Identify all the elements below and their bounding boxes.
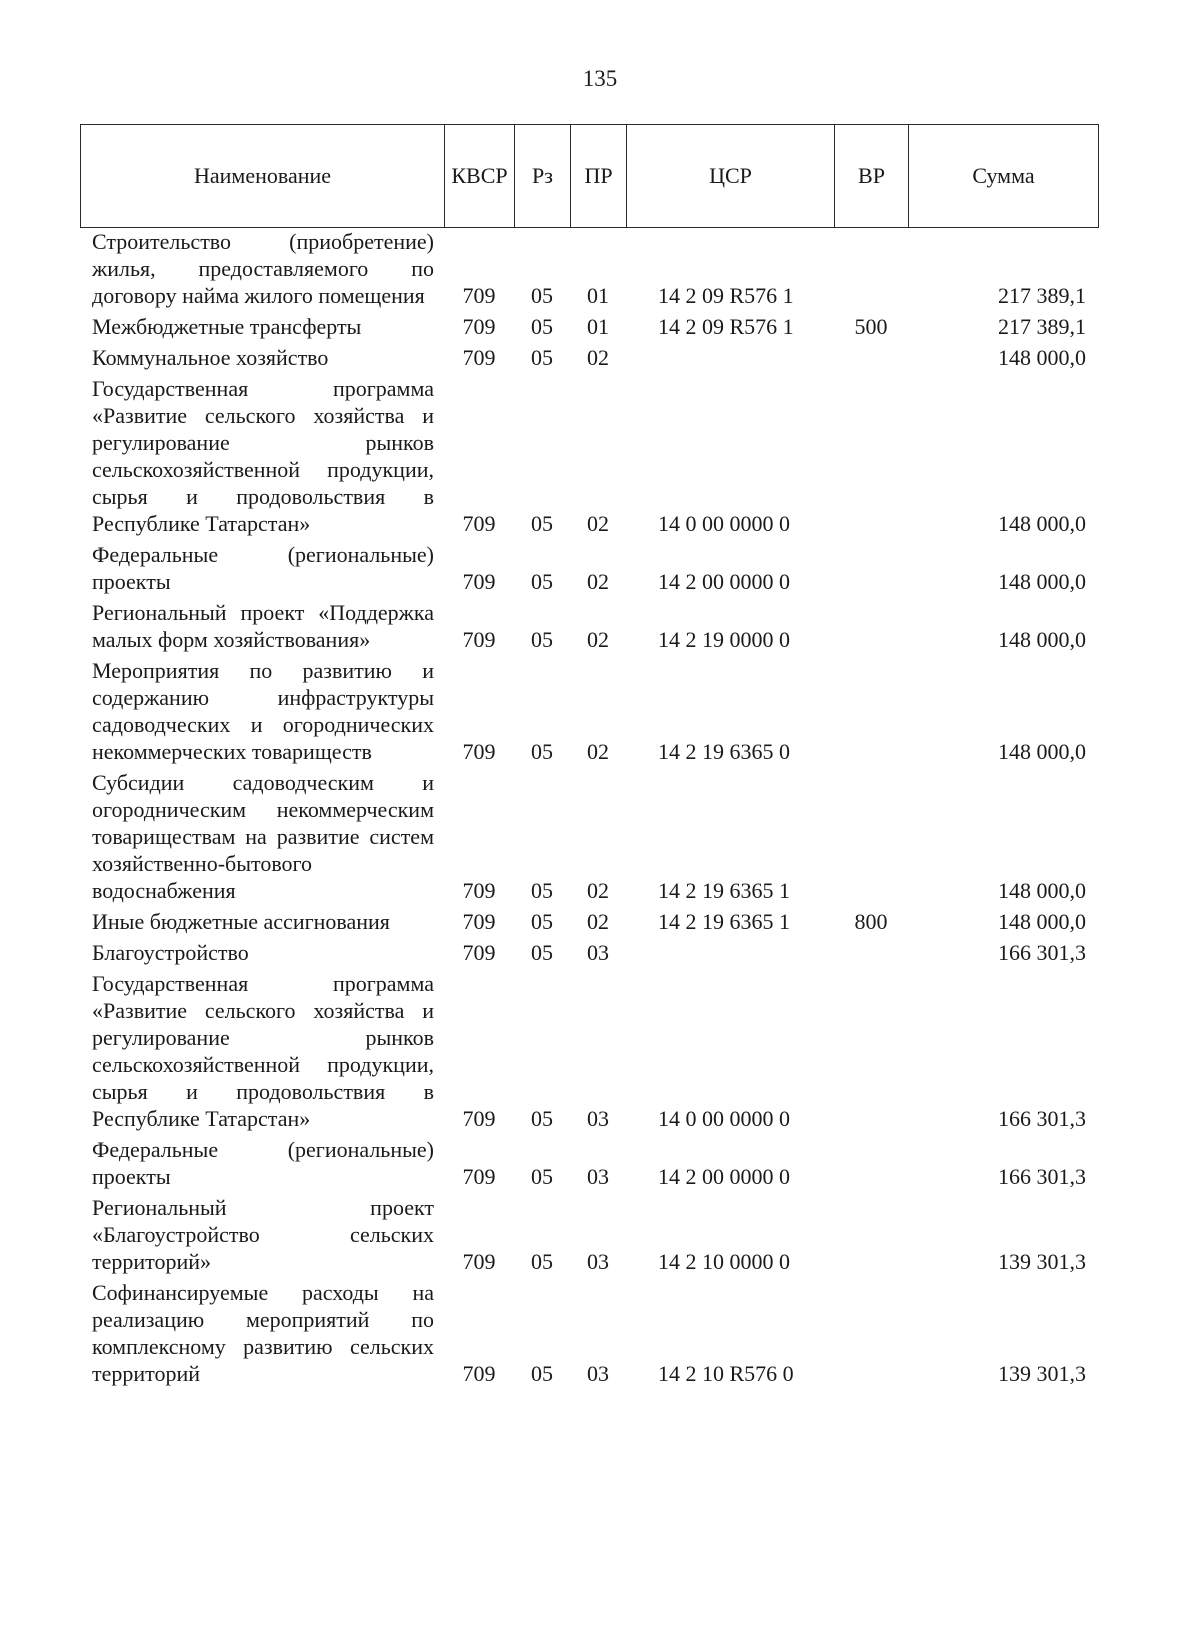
table-row (80, 655, 1098, 767)
table-body (80, 226, 1098, 1389)
row-pr: 03 (587, 1164, 609, 1189)
row-kvsr: 709 (462, 1106, 496, 1131)
row-name: Федеральные (региональные) проекты (92, 542, 434, 594)
row-kvsr: 709 (462, 569, 496, 594)
row-kvsr: 709 (462, 1361, 496, 1386)
row-sum: 148 000,0 (998, 511, 1086, 536)
row-vr (834, 767, 908, 906)
header-kvsr: КВСР (445, 125, 515, 228)
row-vr: 800 (854, 909, 888, 934)
header-vr: ВР (835, 125, 909, 228)
row-sum: 217 389,1 (998, 283, 1086, 308)
row-kvsr: 709 (462, 909, 496, 934)
row-name: Межбюджетные трансферты (92, 314, 362, 339)
row-vr (834, 1134, 908, 1192)
row-rz: 05 (531, 283, 553, 308)
row-csr: 14 2 19 6365 1 (658, 878, 790, 903)
row-rz: 05 (531, 345, 553, 370)
row-kvsr: 709 (462, 345, 496, 370)
row-name: Субсидии садоводческим и огородническим некоммерческим товариществам на развитие систем хозяйственно-бытового водоснабжения (92, 770, 434, 903)
row-vr (834, 342, 908, 373)
row-sum: 139 301,3 (998, 1361, 1086, 1386)
row-sum: 166 301,3 (998, 940, 1086, 965)
row-csr (626, 937, 834, 968)
row-rz: 05 (531, 739, 553, 764)
row-name: Региональный проект «Благоустройство сельских территорий» (92, 1195, 434, 1274)
row-vr: 500 (854, 314, 888, 339)
table-row (80, 1277, 1098, 1389)
row-rz: 05 (531, 314, 553, 339)
row-vr (834, 373, 908, 539)
row-name: Софинансируемые расходы на реализацию мероприятий по комплексному развитию сельских территорий (92, 1280, 434, 1386)
row-sum: 148 000,0 (998, 345, 1086, 370)
table-row (80, 373, 1098, 539)
row-rz: 05 (531, 1361, 553, 1386)
table-row (80, 311, 1098, 342)
table-row (80, 539, 1098, 597)
row-name: Благоустройство (92, 940, 249, 965)
page-number: 135 (582, 66, 618, 91)
table-row (80, 1192, 1098, 1277)
table-row (80, 937, 1098, 968)
table-row (80, 226, 1098, 311)
row-vr (834, 968, 908, 1134)
row-name: Иные бюджетные ассигнования (92, 909, 390, 934)
row-csr: 14 0 00 0000 0 (658, 511, 790, 536)
row-rz: 05 (531, 1249, 553, 1274)
row-sum: 148 000,0 (998, 569, 1086, 594)
row-csr: 14 2 19 0000 0 (658, 627, 790, 652)
row-sum: 148 000,0 (998, 878, 1086, 903)
row-csr: 14 2 00 0000 0 (658, 1164, 790, 1189)
row-name: Государственная программа «Развитие сельского хозяйства и регулирование рынков сельскохозяйственной продукции, сырья и продовольствия в Республике Татарстан» (92, 971, 434, 1131)
row-vr (834, 226, 908, 311)
row-kvsr: 709 (462, 878, 496, 903)
row-vr (834, 1277, 908, 1389)
row-pr: 03 (587, 1249, 609, 1274)
row-csr: 14 2 00 0000 0 (658, 569, 790, 594)
row-vr (834, 655, 908, 767)
row-rz: 05 (531, 569, 553, 594)
row-kvsr: 709 (462, 627, 496, 652)
table-row (80, 342, 1098, 373)
row-sum: 217 389,1 (998, 314, 1086, 339)
row-pr: 02 (587, 345, 609, 370)
row-csr: 14 2 09 R576 1 (658, 283, 794, 308)
row-rz: 05 (531, 909, 553, 934)
row-rz: 05 (531, 940, 553, 965)
row-pr: 01 (587, 283, 609, 308)
row-name: Федеральные (региональные) проекты (92, 1137, 434, 1189)
row-kvsr: 709 (462, 511, 496, 536)
row-pr: 02 (587, 878, 609, 903)
row-sum: 148 000,0 (998, 909, 1086, 934)
row-vr (834, 597, 908, 655)
table-row (80, 1134, 1098, 1192)
row-sum: 139 301,3 (998, 1249, 1086, 1274)
row-sum: 166 301,3 (998, 1164, 1086, 1189)
row-name: Строительство (приобретение) жилья, предоставляемого по договору найма жилого помещения (92, 229, 434, 308)
row-name: Региональный проект «Поддержка малых форм хозяйствования» (92, 600, 434, 652)
header-pr: ПР (571, 125, 627, 228)
row-csr: 14 2 10 0000 0 (658, 1249, 790, 1274)
header-name: Наименование (81, 125, 445, 228)
header-rz: Рз (515, 125, 571, 228)
row-pr: 02 (587, 511, 609, 536)
row-pr: 02 (587, 627, 609, 652)
row-rz: 05 (531, 511, 553, 536)
row-pr: 02 (587, 569, 609, 594)
header-csr: ЦСР (627, 125, 835, 228)
row-rz: 05 (531, 627, 553, 652)
row-sum: 166 301,3 (998, 1106, 1086, 1131)
row-kvsr: 709 (462, 940, 496, 965)
row-csr: 14 2 19 6365 0 (658, 739, 790, 764)
row-rz: 05 (531, 1164, 553, 1189)
table-row (80, 767, 1098, 906)
row-vr (834, 1192, 908, 1277)
row-kvsr: 709 (462, 739, 496, 764)
row-csr: 14 2 10 R576 0 (658, 1361, 794, 1386)
table-row (80, 597, 1098, 655)
row-pr: 03 (587, 1106, 609, 1131)
row-pr: 03 (587, 940, 609, 965)
table-row (80, 968, 1098, 1134)
row-name: Государственная программа «Развитие сельского хозяйства и регулирование рынков сельскохозяйственной продукции, сырья и продовольствия в Республике Татарстан» (92, 376, 434, 536)
row-rz: 05 (531, 878, 553, 903)
row-name: Мероприятия по развитию и содержанию инфраструктуры садоводческих и огороднических некоммерческих товариществ (92, 658, 434, 764)
row-kvsr: 709 (462, 1249, 496, 1274)
row-sum: 148 000,0 (998, 739, 1086, 764)
row-kvsr: 709 (462, 283, 496, 308)
table-row (80, 906, 1098, 937)
row-sum: 148 000,0 (998, 627, 1086, 652)
row-vr (834, 539, 908, 597)
row-csr: 14 2 19 6365 1 (658, 909, 790, 934)
row-pr: 01 (587, 314, 609, 339)
row-pr: 03 (587, 1361, 609, 1386)
header-sum: Сумма (909, 125, 1099, 228)
row-csr (626, 342, 834, 373)
row-rz: 05 (531, 1106, 553, 1131)
row-csr: 14 2 09 R576 1 (658, 314, 794, 339)
row-kvsr: 709 (462, 1164, 496, 1189)
budget-table (80, 226, 1098, 1389)
row-pr: 02 (587, 909, 609, 934)
row-name: Коммунальное хозяйство (92, 345, 329, 370)
row-csr: 14 0 00 0000 0 (658, 1106, 790, 1131)
table-header (80, 124, 1099, 228)
row-vr (834, 937, 908, 968)
row-kvsr: 709 (462, 314, 496, 339)
row-pr: 02 (587, 739, 609, 764)
